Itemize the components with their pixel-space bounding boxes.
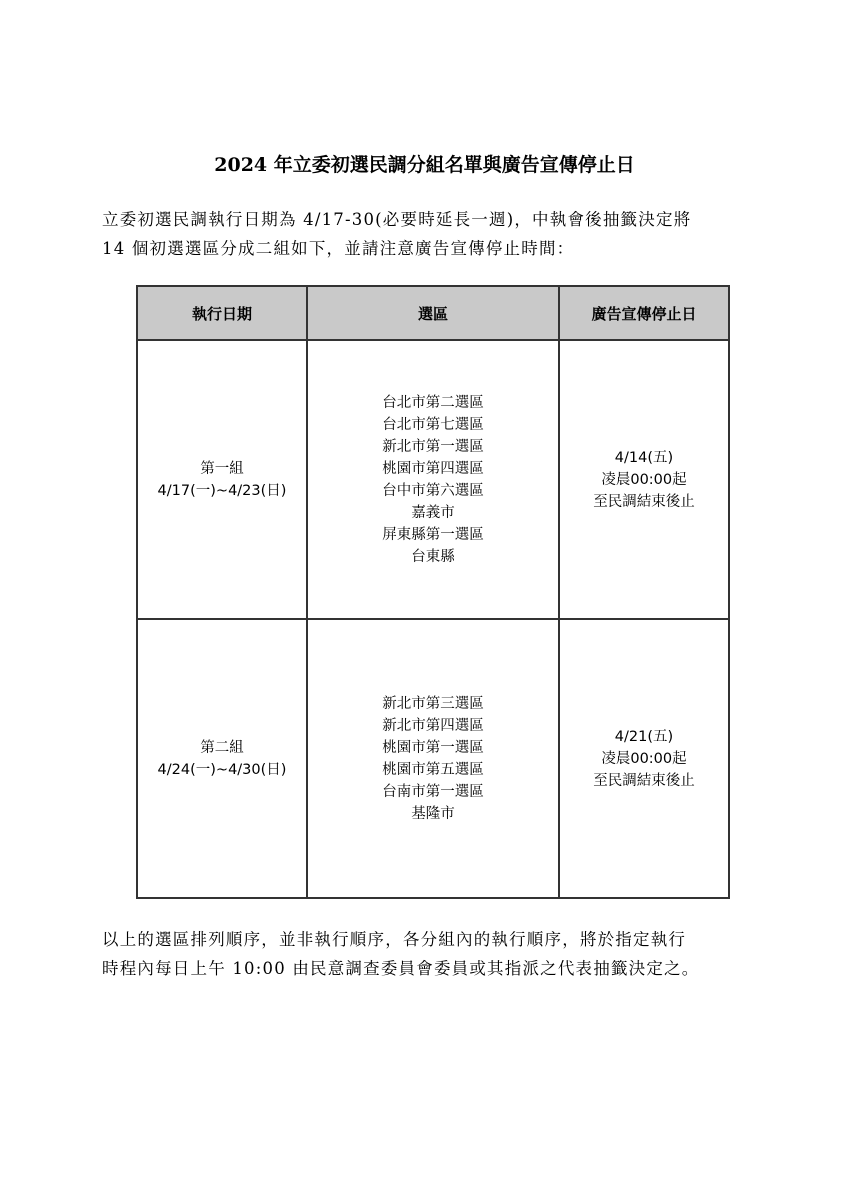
page-title: 2024 年立委初選民調分組名單與廣告宣傳停止日 xyxy=(214,154,635,176)
table-header-row xyxy=(137,286,729,340)
district-item: 台北市第七選區 xyxy=(382,416,484,433)
stop-date: 4/14(五) xyxy=(614,449,674,466)
intro-line: 14 個初選選區分成二組如下，並請注意廣告宣傳停止時間： xyxy=(102,239,575,258)
district-item: 基隆市 xyxy=(411,805,455,822)
table-row xyxy=(137,340,729,619)
table-row xyxy=(137,619,729,898)
stop-end-note: 至民調結束後止 xyxy=(593,772,695,789)
district-item: 台中市第六選區 xyxy=(382,482,484,499)
group-name: 第二組 xyxy=(200,739,244,756)
stop-date-cell xyxy=(559,340,729,619)
district-item: 桃園市第四選區 xyxy=(382,460,484,477)
stop-start-time: 凌晨00:00起 xyxy=(601,471,687,488)
group-cell xyxy=(137,340,307,619)
group-cell xyxy=(137,619,307,898)
district-item: 桃園市第五選區 xyxy=(382,761,484,778)
district-item: 台南市第一選區 xyxy=(382,783,484,800)
district-item: 嘉義市 xyxy=(411,504,455,521)
stop-start-time: 凌晨00:00起 xyxy=(601,750,687,767)
note-line: 以上的選區排列順序，並非執行順序，各分組內的執行順序，將於指定執行 xyxy=(102,930,687,949)
district-item: 台北市第二選區 xyxy=(382,394,484,411)
districts-cell xyxy=(307,619,559,898)
stop-end-note: 至民調結束後止 xyxy=(593,493,695,510)
districts-cell xyxy=(307,340,559,619)
schedule-table xyxy=(136,285,730,899)
note-paragraph xyxy=(102,925,762,983)
intro-paragraph xyxy=(102,205,762,263)
intro-line: 立委初選民調執行日期為 4/17-30(必要時延長一週)，中執會後抽籤決定將 xyxy=(102,210,692,229)
district-item: 新北市第三選區 xyxy=(382,695,484,712)
district-item: 桃園市第一選區 xyxy=(382,739,484,756)
group-dates: 4/24(一)~4/30(日) xyxy=(157,761,287,778)
stop-date-cell xyxy=(559,619,729,898)
district-item: 屏東縣第一選區 xyxy=(382,526,484,543)
header-dates: 執行日期 xyxy=(137,286,307,340)
header-stop-date: 廣告宣傳停止日 xyxy=(559,286,729,340)
group-name: 第一組 xyxy=(200,460,244,477)
group-dates: 4/17(一)~4/23(日) xyxy=(157,482,287,499)
district-item: 新北市第四選區 xyxy=(382,717,484,734)
stop-date: 4/21(五) xyxy=(614,728,674,745)
district-item: 新北市第一選區 xyxy=(382,438,484,455)
header-districts: 選區 xyxy=(307,286,559,340)
district-item: 台東縣 xyxy=(411,548,455,565)
note-line: 時程內每日上午 10:00 由民意調查委員會委員或其指派之代表抽籤決定之。 xyxy=(102,959,700,978)
